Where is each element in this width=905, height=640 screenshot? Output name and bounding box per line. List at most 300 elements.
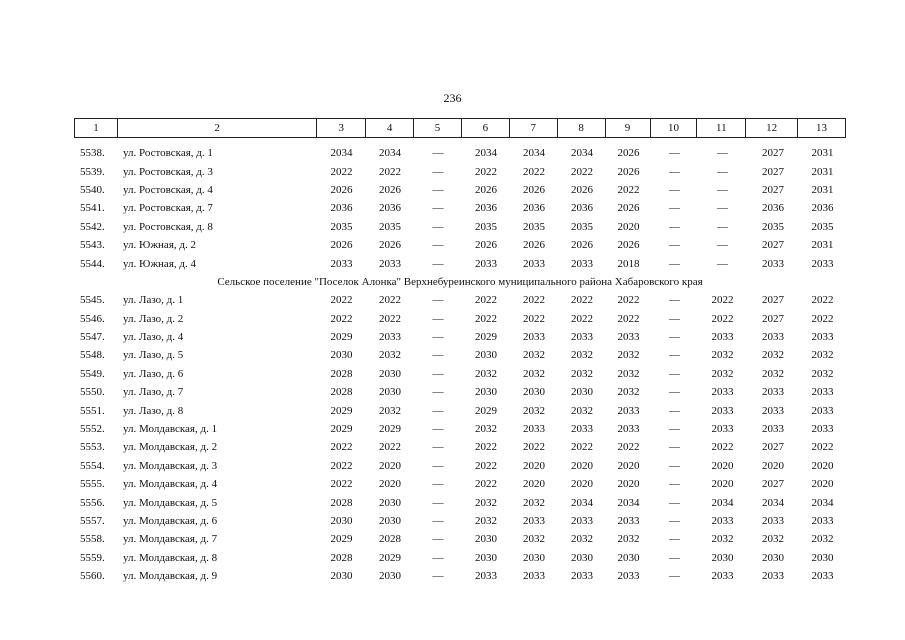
year-cell: 2036 — [379, 202, 401, 215]
column-header-12: 12 — [746, 119, 798, 137]
year-cell: 2033 — [617, 570, 640, 583]
table-row — [74, 420, 846, 438]
year-cell: 2032 — [617, 533, 640, 546]
year-cell: 2032 — [475, 515, 497, 527]
year-cell: 2032 — [762, 349, 784, 362]
address-cell: ул. Лазо, д. 2 — [123, 312, 184, 325]
year-cell: 2026 — [571, 239, 593, 252]
year-cell: — — [669, 496, 680, 509]
year-cell: 2036 — [475, 202, 497, 215]
year-cell: 2027 — [762, 165, 784, 178]
year-cell: 2020 — [711, 478, 734, 491]
year-cell: 2020 — [617, 478, 640, 491]
year-cell: 2032 — [711, 367, 734, 380]
table-row — [74, 567, 846, 585]
year-cell: 2022 — [523, 165, 545, 178]
address-cell: ул. Лазо, д. 6 — [123, 367, 184, 380]
year-cell: 2030 — [475, 386, 497, 399]
year-cell: 2032 — [811, 349, 834, 362]
year-cell: 2029 — [475, 331, 497, 344]
year-cell: 2032 — [379, 404, 401, 417]
year-cell: 2033 — [475, 570, 497, 583]
row-number: 5546. — [80, 312, 105, 325]
year-cell: 2030 — [711, 551, 734, 564]
year-cell: 2033 — [762, 423, 784, 436]
year-cell: 2030 — [811, 551, 834, 564]
year-cell: 2033 — [571, 515, 593, 527]
year-cell: 2026 — [379, 183, 401, 196]
year-cell: 2033 — [379, 257, 401, 270]
year-cell: 2028 — [330, 367, 353, 380]
year-cell: 2033 — [571, 570, 593, 583]
year-cell: 2026 — [617, 239, 640, 252]
year-cell: 2032 — [711, 349, 734, 362]
year-cell: — — [669, 367, 680, 380]
year-cell: 2033 — [762, 404, 784, 417]
year-cell: 2020 — [762, 459, 784, 472]
year-cell: 2022 — [330, 294, 353, 307]
year-cell: — — [669, 423, 680, 436]
row-number: 5554. — [80, 459, 105, 472]
year-cell: 2020 — [811, 459, 834, 472]
row-number: 5548. — [80, 349, 105, 362]
column-header-2: 2 — [118, 119, 317, 137]
year-cell: 2032 — [523, 367, 545, 380]
column-header-7: 7 — [510, 119, 558, 137]
year-cell: 2020 — [571, 459, 593, 472]
year-cell: 2033 — [762, 386, 784, 399]
year-cell: 2020 — [523, 478, 545, 491]
column-header-3: 3 — [317, 119, 366, 137]
year-cell: — — [669, 533, 680, 546]
row-number: 5557. — [80, 515, 105, 527]
year-cell: 2033 — [811, 257, 834, 270]
row-number: 5551. — [80, 404, 105, 417]
year-cell: 2022 — [711, 294, 734, 307]
year-cell: 2020 — [617, 459, 640, 472]
year-cell: 2034 — [330, 147, 353, 160]
year-cell: 2032 — [571, 349, 593, 362]
year-cell: 2029 — [330, 331, 353, 344]
row-number: 5544. — [80, 257, 105, 270]
year-cell: 2032 — [379, 349, 401, 362]
row-number: 5538. — [80, 147, 105, 160]
year-cell: — — [432, 220, 444, 233]
year-cell: 2033 — [711, 331, 734, 344]
year-cell: 2034 — [571, 147, 593, 160]
year-cell: — — [669, 202, 680, 215]
address-cell: ул. Молдавская, д. 1 — [123, 423, 218, 436]
year-cell: 2022 — [523, 441, 545, 454]
year-cell: 2031 — [811, 183, 834, 196]
year-cell: 2032 — [811, 367, 834, 380]
year-cell: 2032 — [571, 404, 593, 417]
year-cell: 2030 — [762, 551, 784, 564]
address-cell: ул. Молдавская, д. 4 — [123, 478, 218, 491]
year-cell: 2030 — [523, 386, 545, 399]
year-cell: 2033 — [811, 570, 834, 583]
year-cell: — — [669, 404, 680, 417]
year-cell: 2026 — [330, 183, 353, 196]
address-cell: ул. Лазо, д. 1 — [123, 294, 184, 307]
year-cell: 2027 — [762, 478, 784, 491]
year-cell: 2036 — [811, 202, 834, 215]
year-cell: 2034 — [811, 496, 834, 509]
year-cell: 2026 — [523, 239, 545, 252]
year-cell: 2022 — [330, 459, 353, 472]
year-cell: 2032 — [523, 533, 545, 546]
year-cell: — — [432, 515, 444, 527]
column-header-10: 10 — [651, 119, 698, 137]
year-cell: — — [669, 551, 680, 564]
year-cell: — — [669, 220, 680, 233]
year-cell: 2020 — [617, 220, 640, 233]
year-cell: — — [717, 202, 728, 215]
year-cell: 2028 — [330, 551, 353, 564]
year-cell: 2034 — [617, 496, 640, 509]
table-row — [74, 291, 846, 309]
year-cell: 2022 — [523, 312, 545, 325]
year-cell: 2036 — [571, 202, 593, 215]
year-cell: 2034 — [762, 496, 784, 509]
year-cell: 2030 — [571, 386, 593, 399]
year-cell: 2020 — [523, 459, 545, 472]
year-cell: 2033 — [330, 257, 353, 270]
year-cell: 2030 — [523, 551, 545, 564]
year-cell: 2026 — [379, 239, 401, 252]
year-cell: 2030 — [475, 533, 497, 546]
year-cell: 2022 — [379, 312, 401, 325]
year-cell: 2033 — [523, 257, 545, 270]
year-cell: — — [669, 570, 680, 583]
year-cell: 2035 — [571, 220, 593, 233]
year-cell: 2036 — [762, 202, 784, 215]
table-row — [74, 236, 846, 254]
year-cell: 2022 — [571, 294, 593, 307]
year-cell: 2033 — [523, 331, 545, 344]
year-cell: 2032 — [617, 367, 640, 380]
table-body-group-1 — [74, 144, 846, 273]
year-cell: 2028 — [330, 386, 353, 399]
address-cell: ул. Ростовская, д. 7 — [123, 202, 213, 215]
year-cell: 2033 — [711, 404, 734, 417]
year-cell: 2035 — [811, 220, 834, 233]
year-cell: — — [432, 312, 444, 325]
year-cell: 2026 — [330, 239, 353, 252]
year-cell: 2020 — [811, 478, 834, 491]
year-cell: 2029 — [379, 423, 401, 436]
year-cell: 2033 — [811, 515, 834, 527]
year-cell: — — [432, 570, 444, 583]
table-row — [74, 475, 846, 493]
table-header-row — [74, 118, 846, 138]
address-cell: ул. Молдавская, д. 2 — [123, 441, 218, 454]
year-cell: 2022 — [330, 165, 353, 178]
table-row — [74, 457, 846, 475]
year-cell: 2030 — [379, 570, 401, 583]
year-cell: 2030 — [379, 515, 401, 527]
column-header-11: 11 — [697, 119, 746, 137]
year-cell: — — [669, 478, 680, 491]
year-cell: 2022 — [571, 441, 593, 454]
year-cell: 2030 — [330, 349, 353, 362]
column-header-9: 9 — [606, 119, 651, 137]
year-cell: 2032 — [475, 367, 497, 380]
row-number: 5547. — [80, 331, 105, 344]
address-cell: ул. Молдавская, д. 5 — [123, 496, 218, 509]
year-cell: 2022 — [475, 441, 497, 454]
table-row — [74, 549, 846, 567]
column-header-5: 5 — [414, 119, 462, 137]
year-cell: 2034 — [523, 147, 545, 160]
year-cell: — — [669, 441, 680, 454]
year-cell: — — [432, 423, 444, 436]
year-cell: 2036 — [523, 202, 545, 215]
year-cell: 2034 — [379, 147, 401, 160]
row-number: 5552. — [80, 423, 105, 436]
year-cell: 2033 — [617, 423, 640, 436]
year-cell: — — [432, 294, 444, 307]
row-number: 5559. — [80, 551, 105, 564]
year-cell: 2030 — [475, 551, 497, 564]
year-cell: 2033 — [523, 423, 545, 436]
year-cell: — — [432, 165, 444, 178]
year-cell: 2033 — [711, 515, 734, 527]
year-cell: 2034 — [571, 496, 593, 509]
year-cell: 2033 — [811, 423, 834, 436]
year-cell: — — [432, 386, 444, 399]
year-cell: 2029 — [330, 533, 353, 546]
address-cell: ул. Лазо, д. 8 — [123, 404, 184, 417]
year-cell: 2035 — [330, 220, 353, 233]
year-cell: 2022 — [523, 294, 545, 307]
year-cell: 2018 — [617, 257, 640, 270]
year-cell: 2032 — [762, 533, 784, 546]
year-cell: 2022 — [379, 165, 401, 178]
column-header-8: 8 — [558, 119, 606, 137]
year-cell: — — [669, 257, 680, 270]
row-number: 5555. — [80, 478, 105, 491]
year-cell: 2032 — [811, 533, 834, 546]
table-row — [74, 218, 846, 236]
year-cell: 2033 — [523, 515, 545, 527]
year-cell: 2034 — [475, 147, 497, 160]
column-header-13: 13 — [816, 122, 828, 134]
year-cell: 2033 — [571, 423, 593, 436]
year-cell: 2022 — [617, 312, 640, 325]
year-cell: 2022 — [571, 165, 593, 178]
year-cell: 2022 — [475, 459, 497, 472]
year-cell: — — [432, 478, 444, 491]
year-cell: 2022 — [475, 165, 497, 178]
year-cell: — — [669, 386, 680, 399]
table-row — [74, 310, 846, 328]
row-number: 5543. — [80, 239, 105, 252]
year-cell: 2033 — [711, 570, 734, 583]
year-cell: 2032 — [571, 367, 593, 380]
year-cell: 2033 — [762, 515, 784, 527]
year-cell: 2032 — [571, 533, 593, 546]
year-cell: — — [669, 239, 680, 252]
year-cell: 2033 — [571, 331, 593, 344]
year-cell: — — [432, 183, 444, 196]
year-cell: 2030 — [330, 515, 353, 527]
table-row — [74, 530, 846, 548]
row-number: 5560. — [80, 570, 105, 583]
year-cell: 2035 — [475, 220, 497, 233]
year-cell: 2033 — [379, 331, 401, 344]
year-cell: — — [717, 257, 728, 270]
address-cell: ул. Лазо, д. 7 — [123, 386, 184, 399]
year-cell: 2033 — [475, 257, 497, 270]
year-cell: 2030 — [571, 551, 593, 564]
year-cell: 2030 — [617, 551, 640, 564]
year-cell: 2033 — [711, 423, 734, 436]
year-cell: 2032 — [523, 496, 545, 509]
year-cell: 2031 — [811, 147, 834, 160]
address-cell: ул. Лазо, д. 4 — [123, 331, 184, 344]
year-cell: 2026 — [617, 202, 640, 215]
year-cell: 2033 — [523, 570, 545, 583]
address-cell: ул. Молдавская, д. 9 — [123, 570, 218, 583]
year-cell: — — [669, 349, 680, 362]
table-row — [74, 365, 846, 383]
year-cell: — — [432, 441, 444, 454]
year-cell: 2022 — [617, 441, 640, 454]
year-cell: 2020 — [711, 459, 734, 472]
table-row — [74, 144, 846, 162]
year-cell: — — [432, 367, 444, 380]
address-cell: ул. Южная, д. 4 — [123, 257, 196, 270]
year-cell: 2022 — [475, 478, 497, 491]
year-cell: 2028 — [379, 533, 401, 546]
row-number: 5556. — [80, 496, 105, 509]
table-body-group-2 — [74, 291, 846, 585]
year-cell: 2029 — [330, 423, 353, 436]
year-cell: 2022 — [379, 294, 401, 307]
year-cell: 2032 — [523, 404, 545, 417]
table-row — [74, 328, 846, 346]
year-cell: 2033 — [762, 570, 784, 583]
address-cell: ул. Ростовская, д. 3 — [123, 165, 213, 178]
year-cell: 2027 — [762, 239, 784, 252]
year-cell: 2020 — [571, 478, 593, 491]
year-cell: 2022 — [617, 294, 640, 307]
year-cell: — — [432, 349, 444, 362]
table-row — [74, 512, 846, 530]
page-number: 236 — [443, 91, 462, 105]
year-cell: 2022 — [475, 312, 497, 325]
year-cell: — — [717, 165, 728, 178]
year-cell: 2032 — [617, 349, 640, 362]
address-cell: ул. Ростовская, д. 8 — [123, 220, 213, 233]
year-cell: 2027 — [762, 441, 784, 454]
year-cell: — — [432, 496, 444, 509]
year-cell: 2032 — [617, 386, 640, 399]
year-cell: 2027 — [762, 183, 784, 196]
year-cell: 2033 — [617, 404, 640, 417]
table-row — [74, 254, 846, 272]
year-cell: 2033 — [617, 331, 640, 344]
year-cell: — — [669, 183, 680, 196]
row-number: 5541. — [80, 202, 105, 215]
year-cell: — — [717, 239, 728, 252]
year-cell: — — [717, 147, 728, 160]
year-cell: — — [669, 165, 680, 178]
year-cell: 2034 — [711, 496, 734, 509]
address-cell: ул. Молдавская, д. 8 — [123, 551, 218, 564]
year-cell: 2033 — [762, 331, 784, 344]
table-row — [74, 162, 846, 180]
address-cell: ул. Южная, д. 2 — [123, 239, 196, 252]
year-cell: 2033 — [711, 386, 734, 399]
year-cell: 2022 — [811, 312, 834, 325]
column-header-4: 4 — [366, 119, 414, 137]
year-cell: 2033 — [811, 404, 834, 417]
year-cell: 2029 — [475, 404, 497, 417]
year-cell: 2027 — [762, 147, 784, 160]
year-cell: 2022 — [475, 294, 497, 307]
year-cell: — — [432, 459, 444, 472]
row-number: 5558. — [80, 533, 105, 546]
address-cell: ул. Ростовская, д. 1 — [123, 147, 213, 160]
year-cell: — — [669, 147, 680, 160]
row-number: 5550. — [80, 386, 105, 399]
year-cell: — — [669, 459, 680, 472]
row-number: 5549. — [80, 367, 105, 380]
year-cell: 2022 — [811, 441, 834, 454]
row-number: 5545. — [80, 294, 105, 307]
year-cell: 2022 — [617, 183, 640, 196]
year-cell: 2028 — [330, 496, 353, 509]
year-cell: 2022 — [379, 441, 401, 454]
year-cell: 2022 — [330, 312, 353, 325]
data-table — [74, 118, 846, 585]
address-cell: ул. Лазо, д. 5 — [123, 349, 184, 362]
table-row — [74, 199, 846, 217]
row-number: 5539. — [80, 165, 105, 178]
year-cell: 2030 — [379, 367, 401, 380]
year-cell: 2022 — [330, 478, 353, 491]
table-row — [74, 438, 846, 456]
year-cell: 2032 — [711, 533, 734, 546]
year-cell: — — [669, 515, 680, 527]
year-cell: 2026 — [475, 239, 497, 252]
year-cell: 2029 — [379, 551, 401, 564]
year-cell: 2033 — [811, 386, 834, 399]
year-cell: 2031 — [811, 165, 834, 178]
table-row — [74, 493, 846, 511]
year-cell: — — [669, 331, 680, 344]
year-cell: — — [717, 220, 728, 233]
year-cell: 2032 — [523, 349, 545, 362]
year-cell: 2029 — [330, 404, 353, 417]
year-cell: — — [432, 147, 444, 160]
year-cell: 2033 — [617, 515, 640, 527]
year-cell: 2022 — [811, 294, 834, 307]
year-cell: — — [432, 239, 444, 252]
year-cell: 2022 — [330, 441, 353, 454]
year-cell: 2030 — [379, 496, 401, 509]
address-cell: ул. Молдавская, д. 6 — [123, 515, 218, 527]
year-cell: — — [432, 533, 444, 546]
year-cell: 2030 — [379, 386, 401, 399]
year-cell: 2033 — [811, 331, 834, 344]
year-cell: 2030 — [330, 570, 353, 583]
year-cell: — — [669, 312, 680, 325]
year-cell: 2022 — [711, 312, 734, 325]
table-row — [74, 383, 846, 401]
